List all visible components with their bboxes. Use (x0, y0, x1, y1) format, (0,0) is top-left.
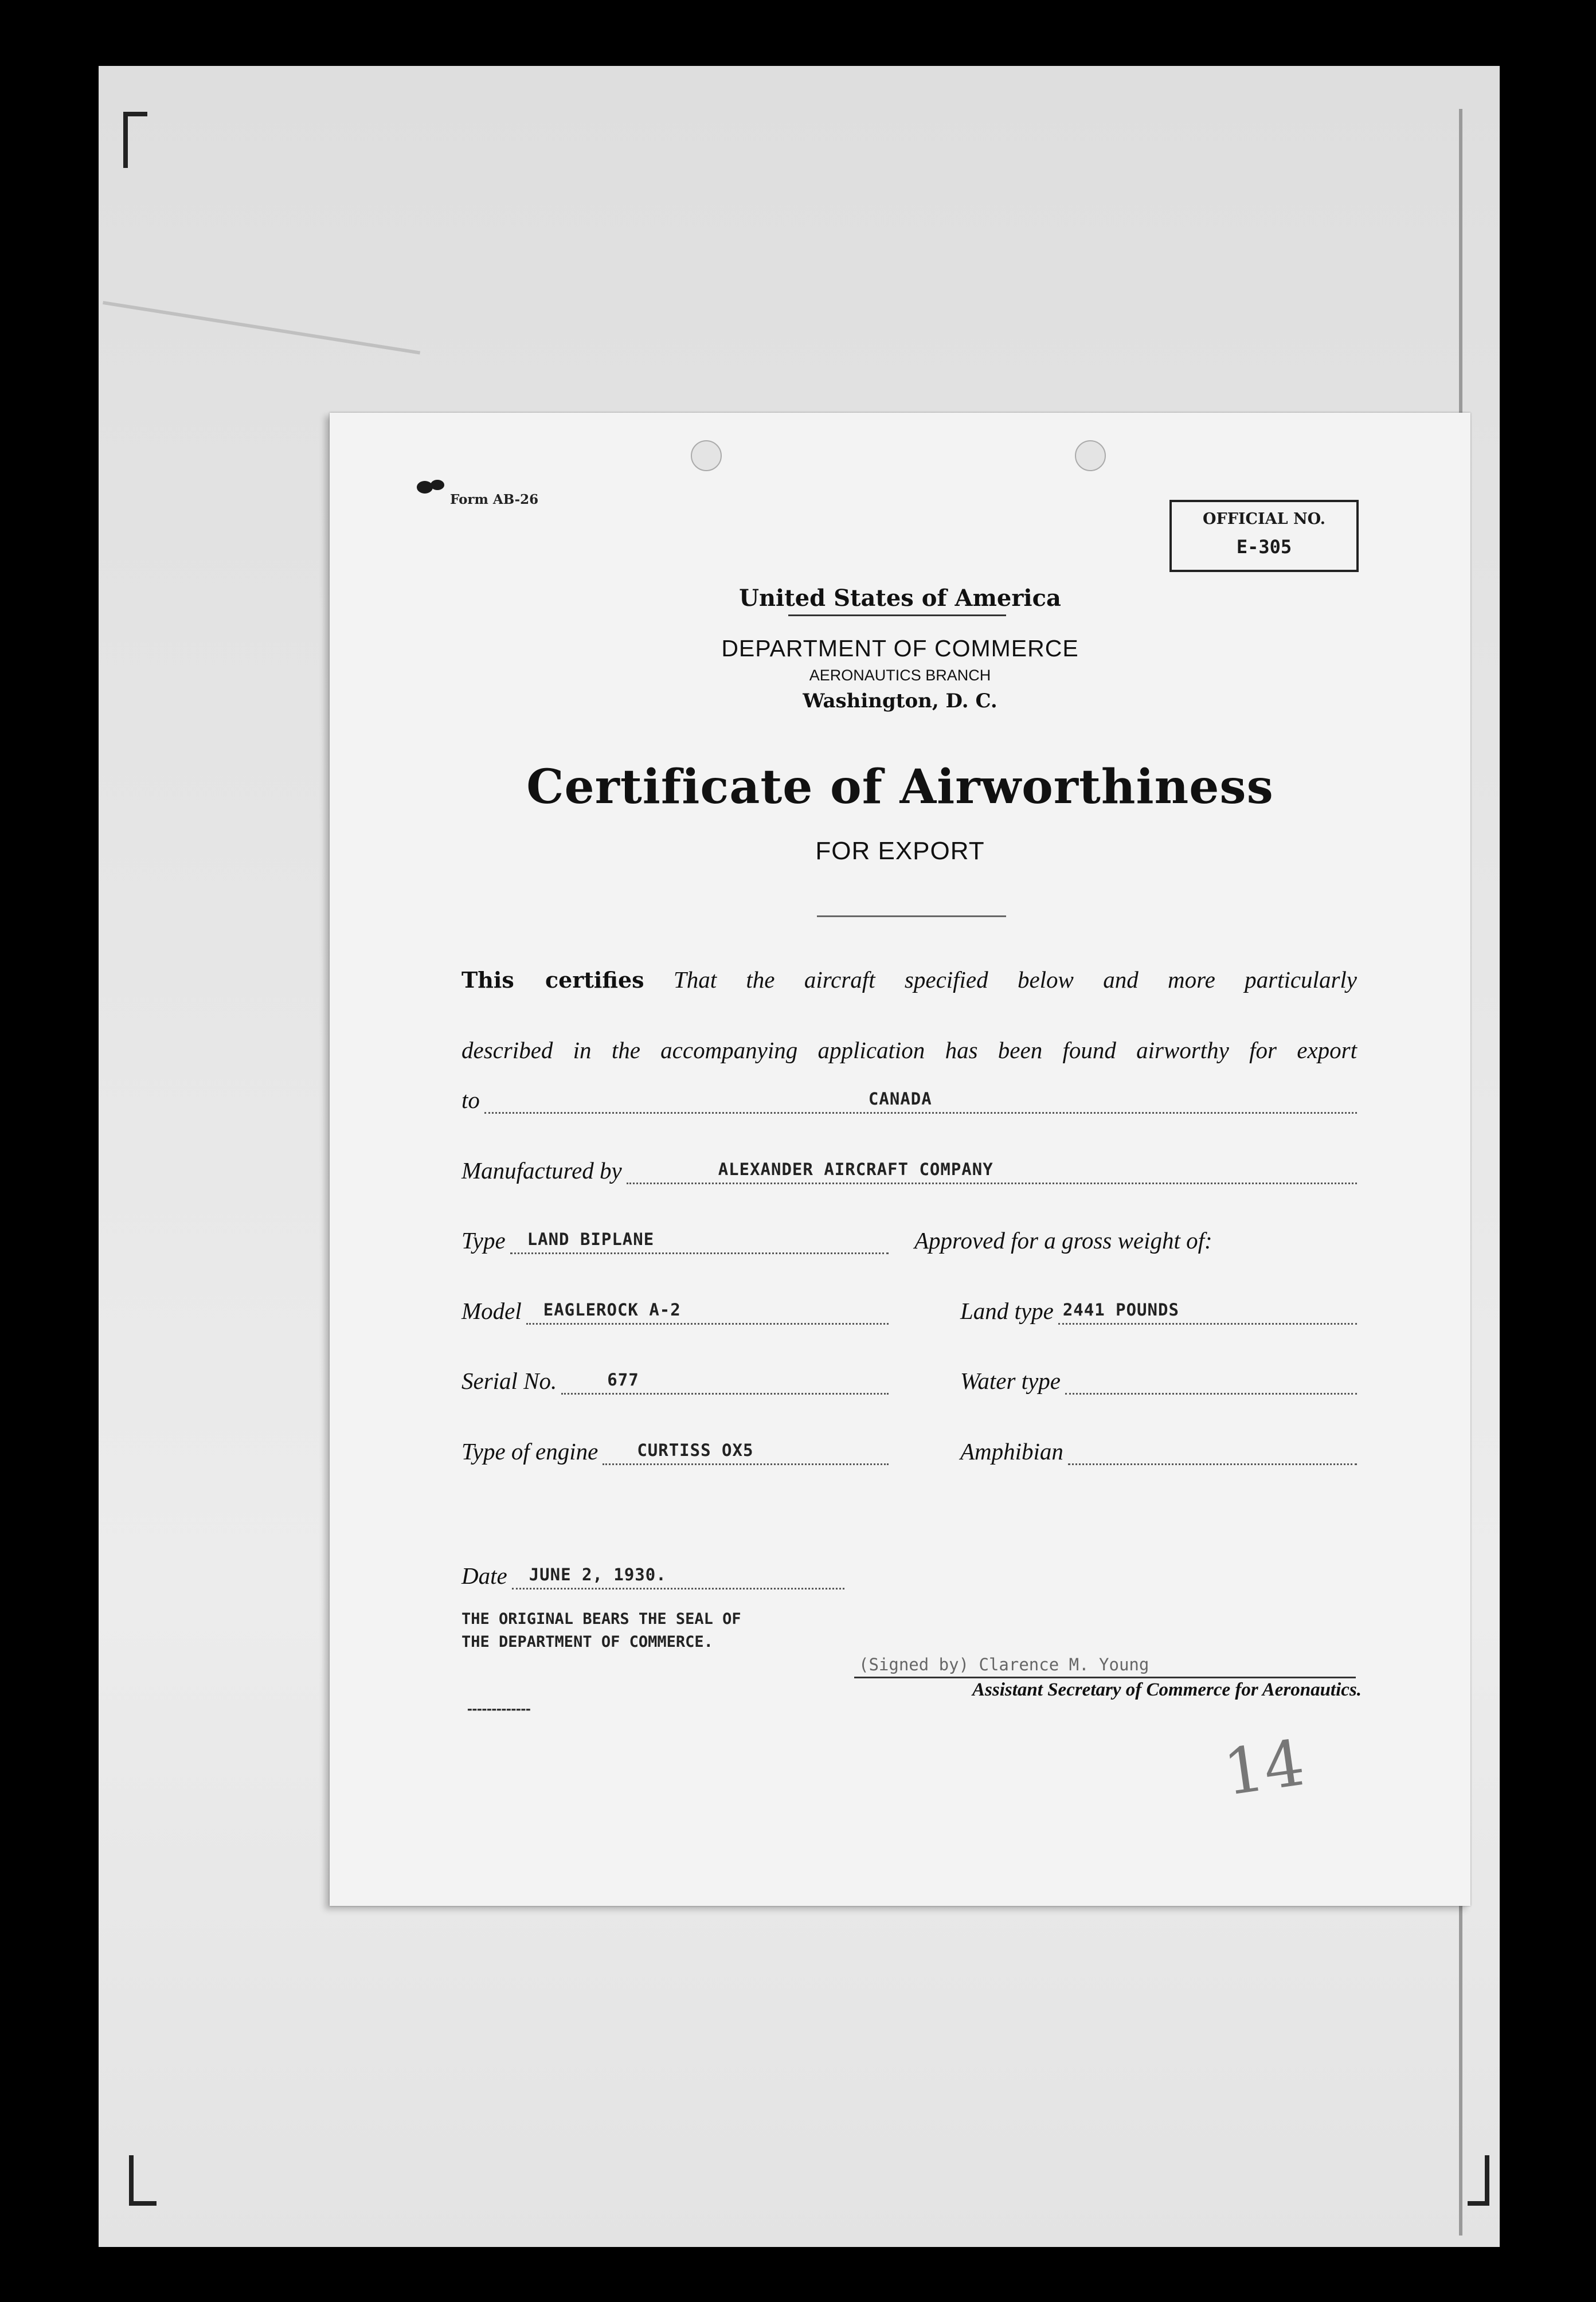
serial-value: 677 (607, 1370, 639, 1389)
field-line (603, 1438, 889, 1465)
crop-mark-bottom-left (129, 2155, 157, 2206)
divider (817, 915, 1006, 917)
signature-text: (Signed by) Clarence M. Young (859, 1655, 1149, 1674)
field-model (461, 1297, 889, 1325)
official-number-box (1169, 500, 1359, 572)
field-label: Model (461, 1298, 522, 1324)
seal-note (461, 1608, 897, 1654)
model-value: EAGLEROCK A-2 (543, 1300, 681, 1320)
crop-mark-top-left (123, 112, 147, 168)
city-heading: Washington, D. C. (803, 690, 998, 712)
field-line (526, 1298, 889, 1325)
manufacturer-value: ALEXANDER AIRCRAFT COMPANY (718, 1160, 993, 1179)
certification-lead: This certifies (461, 967, 644, 993)
field-date (461, 1562, 844, 1590)
certificate-sheet (330, 413, 1470, 1906)
gross-weight-heading: Approved for a gross weight of: (914, 1227, 1212, 1254)
country-heading: United States of America (739, 585, 1061, 612)
date-value: JUNE 2, 1930. (529, 1565, 667, 1584)
field-line (561, 1368, 889, 1395)
field-line (484, 1087, 1357, 1114)
department-heading: DEPARTMENT OF COMMERCE (721, 635, 1079, 661)
branch-heading: AERONAUTICS BRANCH (809, 667, 991, 684)
certificate-subtitle: FOR EXPORT (815, 837, 985, 865)
handwritten-number: 14 (1219, 1725, 1309, 1810)
field-label: Date (461, 1563, 507, 1589)
seal-note-line: THE ORIGINAL BEARS THE SEAL OF (461, 1610, 741, 1628)
field-engine (461, 1438, 889, 1465)
crop-mark-bottom-right (1468, 2155, 1489, 2206)
field-label: Type of engine (461, 1438, 598, 1465)
land-type-value: 2441 POUNDS (1062, 1300, 1179, 1320)
field-serial (461, 1367, 889, 1395)
field-label: Serial No. (461, 1368, 557, 1394)
certification-text-1: That the aircraft specified below and more particularly (673, 966, 1357, 993)
field-destination (461, 1086, 1357, 1114)
certification-line-2: described in the accompanying application has been found airworthy for export (461, 1037, 1357, 1063)
field-label: Water type (960, 1368, 1061, 1394)
certification-line-1 (461, 966, 1357, 993)
field-label: Amphibian (960, 1438, 1063, 1465)
field-line (1058, 1298, 1357, 1325)
printer-imprint: ▬▬▬▬▬▬▬▬▬▬▬▬▬ (467, 1707, 531, 1713)
official-number-value: E-305 (1236, 536, 1292, 558)
field-line (1068, 1438, 1357, 1465)
official-number-label: OFFICIAL NO. (1203, 510, 1325, 528)
ink-mark-icon (416, 477, 447, 496)
field-label: Manufactured by (461, 1157, 622, 1184)
punch-hole (1075, 440, 1106, 471)
field-line (1065, 1368, 1357, 1395)
punch-hole (691, 440, 722, 471)
field-line (627, 1157, 1357, 1184)
signatory-title: Assistant Secretary of Commerce for Aeronautics. (972, 1679, 1362, 1700)
field-label: Type (461, 1227, 506, 1254)
field-label: Land type (960, 1298, 1054, 1324)
engine-value: CURTISS OX5 (637, 1440, 754, 1460)
field-label: to (461, 1087, 480, 1113)
seal-note-line: THE DEPARTMENT OF COMMERCE. (461, 1633, 713, 1651)
divider (788, 614, 1006, 616)
field-land-type (960, 1297, 1357, 1325)
destination-value: CANADA (868, 1089, 932, 1109)
field-line (510, 1227, 889, 1254)
field-line (512, 1563, 844, 1590)
field-type (461, 1227, 889, 1254)
signature-line (854, 1648, 1356, 1678)
certificate-title: Certificate of Airworthiness (526, 759, 1274, 815)
field-water-type (960, 1367, 1357, 1395)
form-number: Form AB-26 (450, 492, 539, 507)
field-manufacturer (461, 1157, 1357, 1184)
field-amphibian (960, 1438, 1357, 1465)
type-value: LAND BIPLANE (527, 1230, 655, 1249)
